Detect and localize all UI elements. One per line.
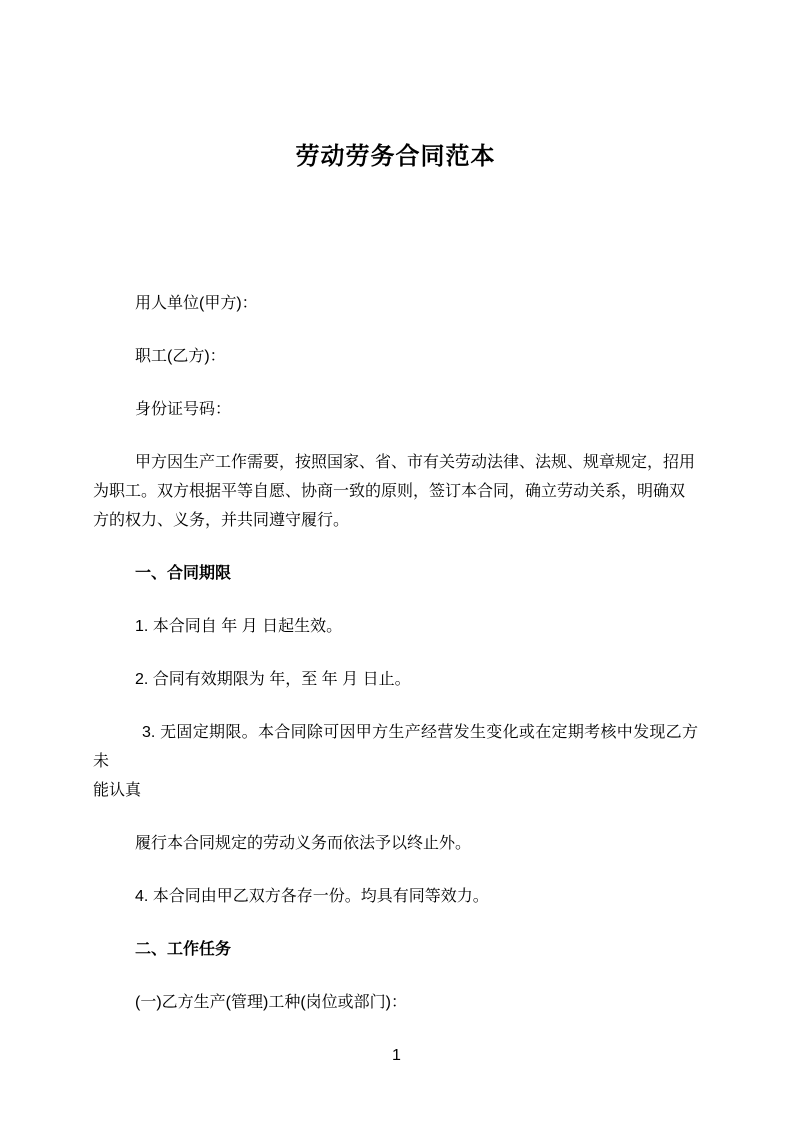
document-title: 劳动劳务合同范本: [295, 143, 496, 170]
section-1-heading: 一、合同期限: [135, 565, 232, 582]
field-party-a: 用人单位(甲方)：: [135, 295, 258, 312]
field-party-b: 职工(乙方)：: [135, 348, 226, 365]
intro-paragraph: [93, 448, 698, 535]
page-number: 1: [392, 1047, 401, 1064]
section-1-clause-3-continuation: 履行本合同规定的劳动义务而依法予以终止外。: [135, 835, 472, 852]
section-1-clause-3: [93, 718, 698, 805]
intro-line: 方的权力、义务，并共同遵守履行。: [93, 512, 350, 529]
section-1-clause-2: 2. 合同有效期限为 年，至 年 月 日止。: [135, 671, 411, 688]
clause-3-line: 能认真: [93, 782, 142, 799]
section-2-clause-1: (一)乙方生产(管理)工种(岗位或部门)：: [135, 994, 407, 1011]
clause-3-line: 3. 无固定期限。本合同除可因甲方生产经营发生变化或在定期考核中发现乙方未: [93, 724, 698, 770]
section-1-clause-1: 1. 本合同自 年 月 日起生效。: [135, 618, 343, 635]
section-2-heading: 二、工作任务: [135, 941, 232, 958]
section-1-clause-4: 4. 本合同由甲乙双方各存一份。均具有同等效力。: [135, 888, 489, 905]
intro-line: 甲方因生产工作需要，按照国家、省、市有关劳动法律、法规、规章规定，招用: [135, 454, 696, 471]
intro-line: 为职工。双方根据平等自愿、协商一致的原则，签订本合同，确立劳动关系，明确双: [93, 483, 686, 500]
field-id-number: 身份证号码：: [135, 401, 232, 418]
